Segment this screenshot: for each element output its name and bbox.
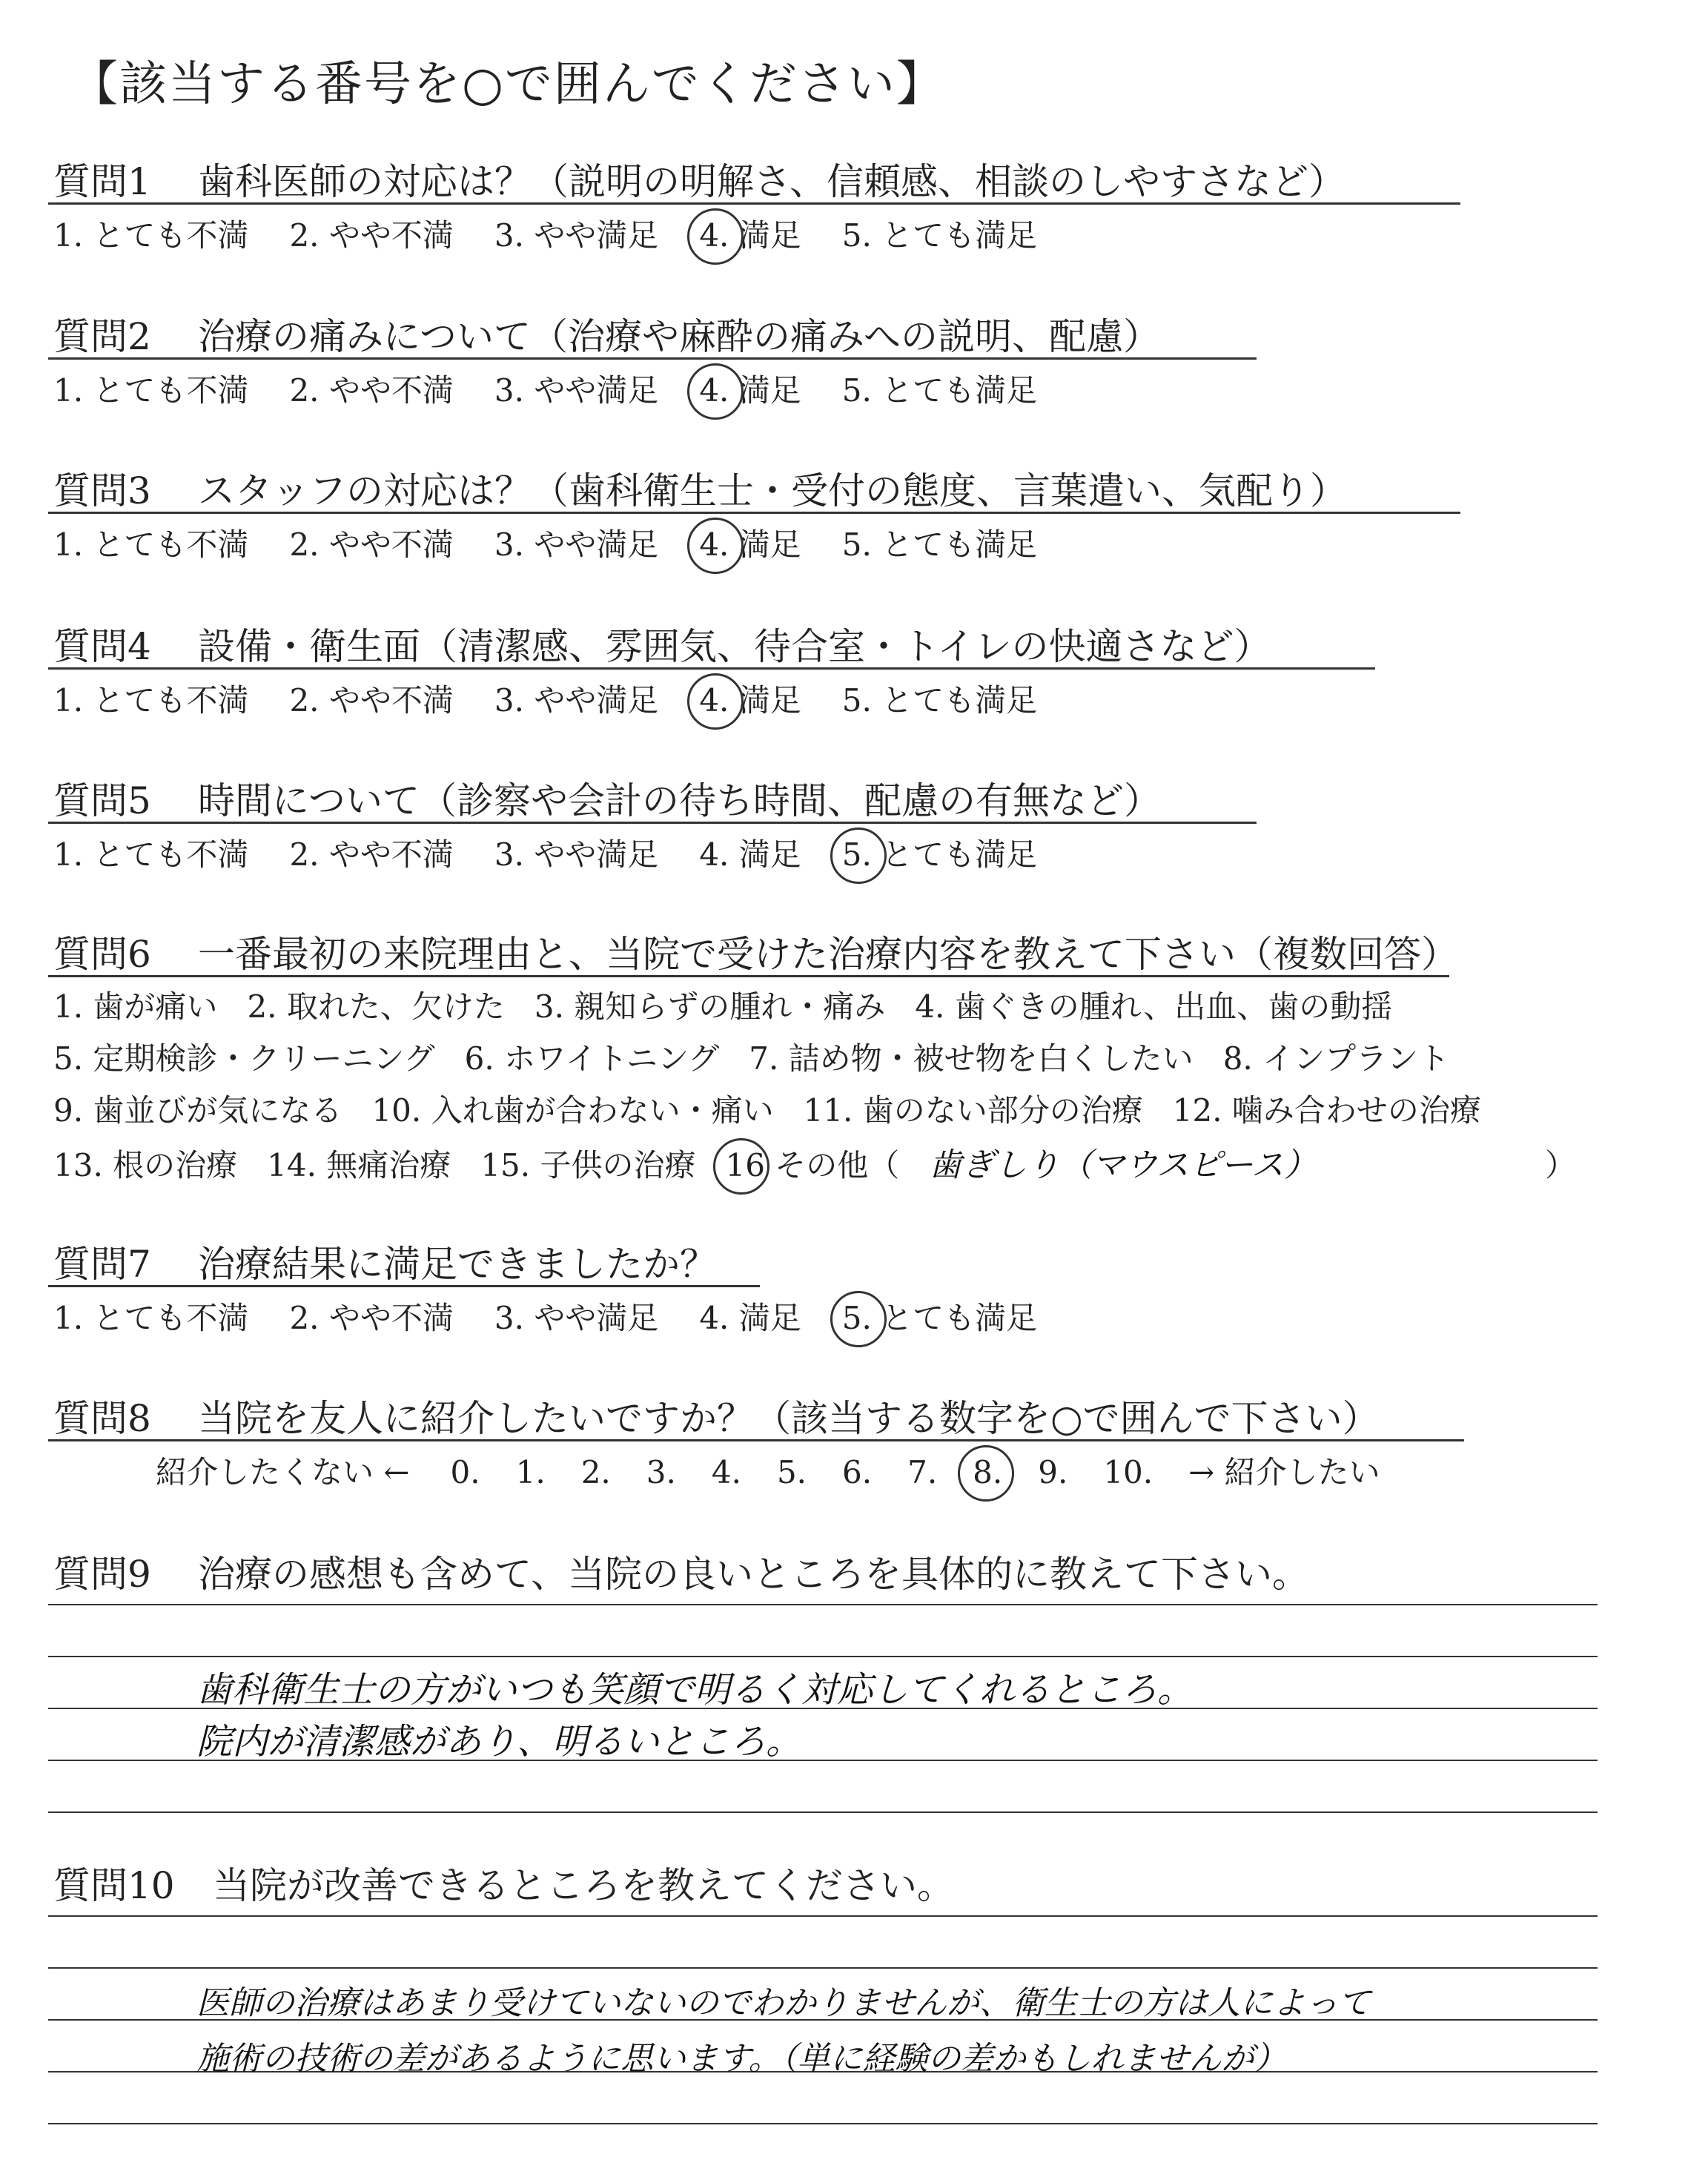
- option-label: やや不満: [319, 526, 454, 563]
- q8-number-0[interactable]: [451, 1454, 480, 1490]
- q6-options-row: [53, 1034, 1479, 1079]
- answer-rule: [48, 1811, 1598, 1813]
- question-7-options: [53, 1294, 1078, 1338]
- question-text: 当院を友人に紹介したいですか？（該当する数字を○で囲んで下さい）: [198, 1397, 1380, 1440]
- option-number: 2.: [289, 836, 320, 873]
- option-number: 3.: [646, 1454, 676, 1490]
- option-number: 1.: [53, 682, 84, 719]
- option-label: 満足: [729, 217, 801, 254]
- option-number: 4.: [699, 372, 729, 409]
- option-number: 5.: [841, 836, 872, 873]
- option-4[interactable]: [699, 521, 801, 565]
- option-label: とても不満: [83, 372, 249, 409]
- option-1[interactable]: [53, 830, 248, 875]
- question-text: 治療の感想も含めて、当院の良いところを具体的に教えて下さい。: [198, 1553, 1309, 1596]
- option-5[interactable]: [842, 830, 1037, 875]
- question-5-options: [53, 830, 1078, 875]
- option-label: 満足: [729, 682, 801, 719]
- option-number: 1.: [53, 1300, 84, 1336]
- option-number: 1.: [53, 372, 84, 409]
- q6-option[interactable]: 10. 入れ歯が合わない・痛い: [371, 1092, 774, 1129]
- q6-option[interactable]: 14. 無痛治療: [267, 1147, 451, 1183]
- answer-rule: [48, 1604, 1598, 1605]
- question-text: 治療結果に満足できましたか？: [198, 1243, 717, 1286]
- option-number: 6.: [842, 1454, 873, 1490]
- option-label: やや不満: [319, 217, 454, 254]
- q8-number-6[interactable]: [842, 1454, 872, 1490]
- q8-number-7[interactable]: [907, 1454, 937, 1490]
- option-number: 5.: [841, 526, 872, 563]
- question-underline: [48, 512, 1460, 514]
- q6-option[interactable]: 12. 噛み合わせの治療: [1172, 1092, 1481, 1129]
- question-text: 一番最初の来院理由と、当院で受けた治療内容を教えて下さい（複数回答）: [198, 933, 1458, 976]
- question-label: 質問5: [53, 779, 151, 822]
- question-9-answer-line: 院内が清潔感があり、明るいところ。: [196, 1721, 802, 1763]
- option-2[interactable]: [289, 211, 453, 256]
- option-number: 4.: [699, 836, 729, 873]
- question-text: 当院が改善できるところを教えてください。: [213, 1864, 954, 1907]
- question-10-answer-line: 医師の治療はあまり受けていないのでわかりませんが、衛生士の方は人によって: [196, 1984, 1371, 2022]
- question-label: 質問9: [53, 1553, 151, 1596]
- option-2[interactable]: [289, 366, 453, 411]
- option-number: 3.: [494, 836, 524, 873]
- option-number: 4.: [699, 682, 729, 719]
- question-label: 質問6: [53, 933, 151, 976]
- option-2[interactable]: [289, 676, 453, 721]
- question-5-heading: [53, 771, 1161, 825]
- page-title: 【該当する番号を○で囲んでください】: [70, 57, 945, 112]
- option-label: やや満足: [523, 836, 659, 873]
- option-number: 4.: [699, 1300, 729, 1336]
- question-underline: [48, 822, 1257, 824]
- option-label: 満足: [729, 526, 801, 563]
- question-label: 質問8: [53, 1397, 151, 1440]
- option-number: 16: [725, 1147, 765, 1183]
- option-4[interactable]: [699, 366, 801, 411]
- question-9-answer-line: 歯科衛生士の方がいつも笑顔で明るく対応してくれるところ。: [196, 1669, 1194, 1711]
- question-2-heading: [53, 307, 1160, 360]
- option-label: やや満足: [523, 526, 659, 563]
- option-4[interactable]: [699, 676, 801, 721]
- question-underline: [48, 975, 1449, 977]
- question-underline: [48, 202, 1460, 205]
- question-4-options: [53, 676, 1078, 721]
- q6-options-row: [53, 1086, 1511, 1131]
- answer-rule: [48, 1656, 1598, 1657]
- question-text: 設備・衛生面（清潔感、雰囲気、待合室・トイレの快適さなど）: [198, 625, 1271, 668]
- option-4[interactable]: [699, 830, 801, 875]
- option-label: その他（: [764, 1147, 900, 1183]
- option-number: 3.: [494, 1300, 524, 1336]
- q6-option[interactable]: 6. ホワイトニング: [464, 1040, 720, 1077]
- question-underline: [48, 1439, 1464, 1441]
- option-label: とても不満: [83, 217, 249, 254]
- option-label: とても満足: [871, 836, 1038, 873]
- q6-option[interactable]: 2. 取れた、欠けた: [247, 988, 505, 1025]
- option-label: とても満足: [871, 372, 1038, 409]
- question-6-heading: [53, 925, 1458, 978]
- option-number: 5.: [841, 682, 872, 719]
- option-label: 満足: [729, 1300, 801, 1336]
- q6-option[interactable]: 7. 詰め物・被せ物を白くしたい: [749, 1040, 1194, 1077]
- option-number: 5.: [776, 1454, 807, 1490]
- option-number: 7.: [907, 1454, 938, 1490]
- q8-number-8[interactable]: [973, 1454, 1002, 1490]
- option-label: とても不満: [83, 526, 249, 563]
- option-1[interactable]: [53, 366, 248, 411]
- question-underline: [48, 1285, 760, 1287]
- option-number: 10.: [1103, 1454, 1153, 1490]
- option-label: とても満足: [871, 682, 1038, 719]
- option-number: 3.: [494, 372, 524, 409]
- q8-number-9[interactable]: [1038, 1454, 1068, 1490]
- q8-scale: [156, 1448, 1380, 1493]
- option-number: 2.: [289, 526, 320, 563]
- q8-number-1[interactable]: [516, 1454, 546, 1490]
- q8-left-label: 紹介したくない ←: [156, 1454, 410, 1490]
- question-8-heading: [53, 1389, 1380, 1442]
- q6-option[interactable]: 8. インプラント: [1222, 1040, 1450, 1077]
- question-10-heading: [53, 1856, 954, 1909]
- q6-other-handwritten: 歯ぎしり（マウスピース）: [929, 1146, 1301, 1184]
- q8-right-label: → 紹介したい: [1188, 1454, 1380, 1490]
- option-number: 3.: [494, 682, 524, 719]
- option-number: 1.: [53, 836, 84, 873]
- answer-rule: [48, 1915, 1598, 1917]
- option-number: 4.: [699, 526, 729, 563]
- q6-option-other[interactable]: [725, 1141, 899, 1186]
- option-label: やや満足: [523, 217, 659, 254]
- option-label: とても不満: [83, 836, 249, 873]
- option-3[interactable]: [494, 1294, 658, 1338]
- q6-options-row: [53, 1138, 1576, 1186]
- question-label: 質問3: [53, 469, 151, 512]
- question-label: 質問4: [53, 625, 151, 668]
- q8-number-5[interactable]: [777, 1454, 807, 1490]
- option-2[interactable]: [289, 521, 453, 565]
- question-1-options: [53, 211, 1078, 256]
- q6-option[interactable]: 9. 歯並びが気になる: [53, 1092, 342, 1129]
- option-3[interactable]: [494, 830, 658, 875]
- question-label: 質問7: [53, 1243, 151, 1286]
- q8-number-2[interactable]: [581, 1454, 611, 1490]
- option-number: 0.: [450, 1454, 480, 1490]
- question-label: 質問2: [53, 315, 151, 358]
- question-label: 質問1: [53, 160, 151, 203]
- option-number: 1.: [53, 217, 84, 254]
- q6-option[interactable]: 13. 根の治療: [53, 1147, 238, 1183]
- option-1[interactable]: [53, 521, 248, 565]
- option-5[interactable]: [842, 676, 1037, 721]
- option-label: やや満足: [523, 372, 659, 409]
- q8-number-10[interactable]: [1103, 1454, 1153, 1490]
- option-5[interactable]: [842, 1294, 1037, 1338]
- question-9-heading: [53, 1545, 1309, 1598]
- option-number: 2.: [289, 372, 320, 409]
- q6-option[interactable]: 15. 子供の治療: [480, 1147, 696, 1183]
- q8-number-4[interactable]: [712, 1454, 741, 1490]
- option-number: 5.: [841, 217, 872, 254]
- option-label: とても不満: [83, 682, 249, 719]
- question-7-heading: [53, 1235, 717, 1288]
- question-3-options: [53, 521, 1078, 565]
- answer-rule: [48, 2123, 1598, 2124]
- question-text: 治療の痛みについて（治療や麻酔の痛みへの説明、配慮）: [198, 315, 1160, 358]
- option-number: 2.: [580, 1454, 611, 1490]
- option-1[interactable]: [53, 676, 248, 721]
- option-5[interactable]: [842, 521, 1037, 565]
- option-5[interactable]: [842, 211, 1037, 256]
- q6-options-row: [53, 982, 1422, 1027]
- option-number: 2.: [289, 217, 320, 254]
- question-4-heading: [53, 617, 1271, 670]
- option-5[interactable]: [842, 366, 1037, 411]
- option-label: やや満足: [523, 1300, 659, 1336]
- option-1[interactable]: [53, 1294, 248, 1338]
- option-label: とても満足: [871, 217, 1038, 254]
- question-10-answer-line: 施術の技術の差があるように思います。（単に経験の差かもしれませんが）: [196, 2040, 1287, 2078]
- q6-option[interactable]: 5. 定期検診・クリーニング: [53, 1040, 435, 1077]
- question-label: 質問10: [53, 1864, 175, 1907]
- option-2[interactable]: [289, 1294, 453, 1338]
- question-text: スタッフの対応は？（歯科衛生士・受付の態度、言葉遣い、気配り）: [198, 469, 1347, 512]
- q6-option[interactable]: 11. 歯のない部分の治療: [803, 1092, 1143, 1129]
- option-number: 1.: [53, 526, 84, 563]
- option-label: やや不満: [319, 372, 454, 409]
- q6-option[interactable]: 1. 歯が痛い: [53, 988, 218, 1025]
- q6-option[interactable]: 4. 歯ぐきの腫れ、出血、歯の動揺: [915, 988, 1393, 1025]
- question-underline: [48, 667, 1375, 670]
- option-label: やや不満: [319, 1300, 454, 1336]
- option-3[interactable]: [494, 521, 658, 565]
- option-number: 4.: [699, 217, 729, 254]
- option-number: 5.: [841, 1300, 872, 1336]
- option-number: 9.: [1038, 1454, 1068, 1490]
- option-label: とても満足: [871, 526, 1038, 563]
- question-text: 時間について（診察や会計の待ち時間、配慮の有無など）: [198, 779, 1161, 822]
- option-number: 2.: [289, 1300, 320, 1336]
- question-3-heading: [53, 461, 1347, 515]
- option-3[interactable]: [494, 676, 658, 721]
- option-number: 2.: [289, 682, 320, 719]
- option-number: 1.: [515, 1454, 546, 1490]
- question-2-options: [53, 366, 1078, 411]
- option-number: 8.: [973, 1454, 1003, 1490]
- answer-rule: [48, 1967, 1598, 1969]
- option-label: とても不満: [83, 1300, 249, 1336]
- option-3[interactable]: [494, 366, 658, 411]
- question-underline: [48, 357, 1257, 360]
- option-label: やや不満: [319, 682, 454, 719]
- option-number: 3.: [494, 526, 524, 563]
- q6-other-close: ）: [1545, 1147, 1577, 1183]
- option-3[interactable]: [494, 211, 658, 256]
- question-text: 歯科医師の対応は？（説明の明解さ、信頼感、相談のしやすさなど）: [198, 160, 1345, 203]
- option-1[interactable]: [53, 211, 248, 256]
- option-4[interactable]: [699, 211, 801, 256]
- option-number: 3.: [494, 217, 524, 254]
- option-4[interactable]: [699, 1294, 801, 1338]
- option-label: とても満足: [871, 1300, 1038, 1336]
- q8-number-3[interactable]: [646, 1454, 676, 1490]
- option-2[interactable]: [289, 830, 453, 875]
- q6-option[interactable]: 3. 親知らずの腫れ・痛み: [534, 988, 886, 1025]
- option-number: 4.: [711, 1454, 741, 1490]
- option-label: 満足: [729, 372, 801, 409]
- option-label: 満足: [729, 836, 801, 873]
- question-1-heading: [53, 152, 1345, 205]
- option-label: やや満足: [523, 682, 659, 719]
- option-label: やや不満: [319, 836, 454, 873]
- option-number: 5.: [841, 372, 872, 409]
